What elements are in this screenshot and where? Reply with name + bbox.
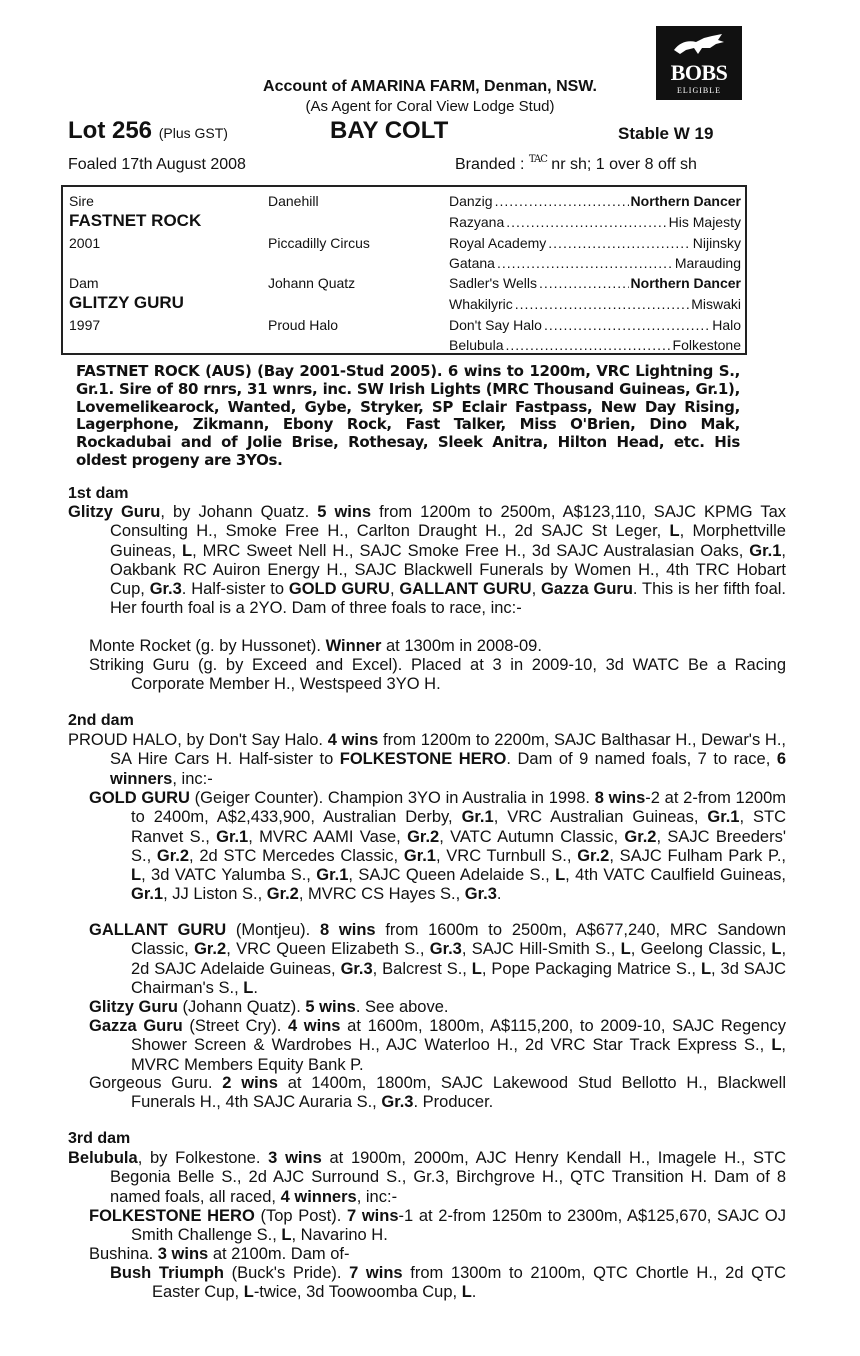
text-run: (Buck's Pride). (223, 1264, 350, 1282)
text-run: , Morphettville Guineas, (110, 522, 786, 560)
text-run: at 1600m, 1800m, A$115,200, to 2009-10, SAJC Regency Shower Screen & Wardrobes H., AJC Waterloo H., 2d VRC Star Track Express S., (131, 1017, 787, 1055)
text-run: -twice, 3d Toowoomba Cup, (253, 1283, 462, 1302)
brand-info (455, 154, 697, 174)
grandparent-row: Whakilyric ..... Miswaki (449, 296, 741, 312)
text-run: , SAJC Breeders' S., (131, 827, 786, 865)
text-run: L (281, 1226, 292, 1245)
text-run: , Geelong Classic, (630, 940, 772, 959)
text-run: L (555, 866, 566, 885)
text-run: L (771, 940, 782, 959)
text-run: , Balcrest S., (372, 959, 472, 978)
text-run: Monte Rocket (g. by Hussonet). (89, 637, 326, 655)
foal-monte-rocket (89, 637, 786, 656)
dam-sire: Johann Quatz (268, 275, 356, 291)
text-run: , VRC Turnbull S., (435, 846, 578, 865)
text-run: Gr.2 (156, 846, 190, 865)
lot-number (68, 117, 228, 145)
text-run: Gr.1 (216, 827, 249, 846)
text-run: Gr.3 (340, 959, 373, 978)
text-run: , 4th VATC Caulfield Guineas, (565, 866, 786, 885)
vendor-agent: (As Agent for Coral View Lodge Stud) (305, 98, 555, 115)
text-run: L (131, 866, 142, 885)
text-run: , MVRC CS Hayes S., (298, 885, 465, 904)
foal-bush-triumph (110, 1264, 786, 1303)
text-run: Bush Triumph (110, 1264, 224, 1282)
text-run: from 1300m to 2100m, QTC Chortle H., 2d QTC Easter Cup, (152, 1264, 786, 1302)
first-dam-record (68, 503, 786, 619)
text-run: Gr.2 (266, 885, 299, 904)
text-run: Gr.3 (464, 885, 497, 904)
grandparent-row: Danzig ..... Northern Dancer (449, 193, 741, 209)
text-run: L (471, 959, 482, 978)
text-run: , VRC Australian Guineas, (493, 808, 708, 827)
text-run: at 1900m, 2000m, AJC Henry Kendall H., Imagele H., STC Begonia Belle S., 2d AJC Surround S., Gr.3, Birchgrove H., QTC Transition H. Dam of 8 named foals, all raced, (110, 1149, 787, 1206)
brand-prefix: Branded : (455, 156, 525, 173)
text-run: at 1300m in 2008-09. (381, 637, 542, 655)
text-run: Gr.1 (131, 885, 164, 904)
text-run: at 1400m, 1800m, SAJC Lakewood Stud Bellotto H., Blackwell Funerals H., 4th SAJC Auraria S., (131, 1074, 787, 1112)
text-run: . (253, 978, 258, 997)
foal-bushina (89, 1245, 786, 1264)
text-run: GOLD GURU (89, 789, 190, 807)
grandparent-row: Don't Say Halo ..... Halo (449, 317, 741, 333)
text-run: , SAJC Queen Adelaide S., (348, 866, 556, 885)
foal-gazza-guru (89, 1017, 786, 1075)
text-run: , VRC Queen Elizabeth S., (226, 940, 430, 959)
text-run: , JJ Liston S., (163, 885, 267, 904)
sire-sire: Danehill (268, 193, 319, 209)
text-run: 4 wins (327, 731, 379, 749)
text-run: . See above. (355, 998, 449, 1016)
text-run: (Johann Quatz). (177, 998, 306, 1016)
text-run: , Navarino H. (291, 1226, 388, 1245)
grandparent-row: Sadler's Wells ..... Northern Dancer (449, 275, 741, 291)
text-run: Gr.3 (149, 580, 182, 599)
dam-label: Dam (69, 275, 99, 291)
text-run: , 2d SAJC Adelaide Guineas, (131, 940, 787, 978)
horse-description: BAY COLT (330, 117, 449, 144)
text-run: at 2100m. Dam of- (208, 1245, 350, 1263)
text-run: Gr.1 (707, 808, 740, 827)
logo-name: BOBS (670, 60, 728, 85)
text-run: 7 wins (349, 1264, 403, 1282)
text-run: , MVRC Members Equity Bank P. (131, 1036, 786, 1074)
text-run: L (243, 1283, 254, 1302)
text-run: 3 wins (157, 1245, 209, 1263)
text-run: , 3d SAJC Chairman's S., (131, 959, 786, 997)
text-run: Gorgeous Guru. (89, 1074, 223, 1092)
text-run: from 1200m to 2200m, SAJC Balthasar H., Dewar's H., SA Hire Cars H. Half-sister to (110, 731, 786, 769)
text-run: 3 wins (268, 1149, 322, 1167)
text-run: L (620, 940, 631, 959)
text-run: . (471, 1283, 477, 1302)
text-run: Gr.1 (461, 808, 494, 827)
text-run: (Montjeu). (226, 921, 320, 939)
foal-glitzy-guru (89, 998, 786, 1017)
grandparent-row: Royal Academy ..... Nijinsky (449, 235, 741, 251)
text-run: 8 wins (319, 921, 376, 939)
stable-number: Stable W 19 (618, 124, 714, 143)
text-run: , SAJC Hill-Smith S., (461, 940, 621, 959)
gst-note: (Plus GST) (158, 125, 228, 141)
text-run: 8 wins (594, 789, 646, 807)
text-run: . This is her fifth foal. Her fourth foal is a 2YO. Dam of three foals to race, inc:- (110, 580, 787, 618)
text-run: 4 winners (280, 1187, 357, 1206)
text-run: Gr.2 (577, 846, 610, 865)
brand-mark: TAC (528, 154, 547, 165)
sire-name: FASTNET ROCK (69, 211, 202, 230)
text-run: , MVRC AAMI Vase, (248, 827, 408, 846)
text-run: , MRC Sweet Nell H., SAJC Smoke Free H., 3d SAJC Australasian Oaks, (192, 541, 750, 560)
foal-gallant-guru (89, 921, 786, 998)
text-run: , by Johann Quatz. (160, 503, 318, 521)
text-run: GALLANT GURU (399, 580, 532, 599)
second-dam-heading: 2nd dam (68, 712, 134, 729)
second-dam-record (68, 731, 786, 789)
foal-folkestone-hero (89, 1207, 786, 1246)
text-run: , by Folkestone. (137, 1149, 269, 1167)
foal-gold-guru (89, 789, 786, 905)
text-run: L (182, 541, 193, 560)
pedigree-table (61, 185, 747, 355)
text-run: Gr.1 (316, 866, 349, 885)
text-run: Gr.2 (624, 827, 657, 846)
text-run: from 1200m to 2500m, A$123,110, SAJC KPMG Tax Consulting H., Smoke Free H., Carlton Draught H., 2d SAJC St Leger, (110, 503, 787, 541)
text-run: , VATC Autumn Classic, (439, 827, 625, 846)
sire-dam: Piccadilly Circus (268, 235, 370, 251)
text-run: 6 winners (110, 750, 786, 788)
text-run: Gr.1 (403, 846, 436, 865)
text-run: L (461, 1283, 472, 1302)
dam-name: GLITZY GURU (69, 293, 184, 312)
text-run: (Street Cry). (182, 1017, 288, 1035)
text-run: , 3d VATC Yalumba S., (141, 866, 317, 885)
text-run: , inc:- (172, 769, 213, 788)
text-run: , Oakbank RC Auiron Energy H., SAJC Blackwell Funerals by Women H., 4th TRC Hobart Cup, (110, 541, 786, 599)
third-dam-heading: 3rd dam (68, 1130, 131, 1147)
text-run: Winner (325, 637, 382, 655)
horse-icon (672, 32, 726, 58)
third-dam-record (68, 1149, 786, 1207)
text-run: , (389, 580, 400, 599)
text-run: , (531, 580, 541, 599)
text-run: FOLKESTONE HERO (89, 1207, 255, 1225)
grandparent-row: Belubula ..... Folkestone (449, 337, 741, 353)
text-run: from 1600m to 2500m, A$677,240, MRC Sandown Classic, (131, 921, 787, 959)
grandparent-row: Gatana ..... Marauding (449, 255, 741, 271)
sire-label: Sire (69, 193, 94, 209)
text-run: (Top Post). (254, 1207, 347, 1225)
vendor-account: Account of AMARINA FARM, Denman, NSW. (263, 78, 597, 95)
text-run: FOLKESTONE HERO (339, 750, 507, 769)
text-run: Striking Guru (g. by Exceed and Excel). Placed at 3 in 2009-10, 3d WATC Be a Racing Corporate Member H., Westspeed 3YO H. (89, 656, 786, 694)
text-run: Gazza Guru (89, 1017, 183, 1035)
text-run: -1 at 2-from 1250m to 2300m, A$125,670, SAJC OJ Smith Challenge S., (131, 1207, 786, 1245)
text-run: Bushina. (89, 1245, 158, 1263)
text-run: Gr.3 (381, 1093, 414, 1112)
text-run: Gr.2 (407, 827, 440, 846)
text-run: Gr.1 (749, 541, 782, 560)
text-run: GOLD GURU (288, 580, 390, 599)
text-run: Glitzy Guru (89, 998, 178, 1016)
text-run: Gazza Guru (540, 580, 633, 599)
sire-year: 2001 (69, 235, 101, 251)
dam-dam: Proud Halo (268, 317, 339, 333)
text-run: , Pope Packaging Matrice S., (481, 959, 701, 978)
grandparent-row: Razyana ..... His Majesty (449, 214, 741, 230)
foal-gorgeous-guru (89, 1074, 786, 1113)
text-run: 7 wins (347, 1207, 399, 1225)
text-run: , inc:- (356, 1187, 398, 1206)
text-run: L (771, 1036, 782, 1055)
text-run: 5 wins (317, 503, 372, 521)
brand-suffix: nr sh; 1 over 8 off sh (551, 156, 697, 173)
text-run: , SAJC Fulham Park P., (609, 846, 787, 865)
text-run: PROUD HALO, by Don't Say Halo. (68, 731, 328, 749)
text-run: L (243, 978, 254, 997)
lot-label: Lot 256 (68, 117, 153, 144)
text-run: . Dam of 9 named foals, 7 to race, (506, 750, 777, 769)
text-run: . (496, 885, 502, 904)
text-run: 4 wins (287, 1017, 341, 1035)
foaled-date: Foaled 17th August 2008 (68, 156, 246, 173)
foal-striking-guru (89, 656, 786, 695)
text-run: -2 at 2-from 1200m to 2400m, A$2,433,900, Australian Derby, (131, 789, 787, 827)
text-run: (Geiger Counter). Champion 3YO in Australia in 1998. (189, 789, 595, 807)
dam-year: 1997 (69, 317, 101, 333)
text-run: 5 wins (305, 998, 356, 1016)
first-dam-heading: 1st dam (68, 485, 129, 502)
text-run: . Producer. (413, 1093, 494, 1112)
sire-summary: FASTNET ROCK (AUS) (Bay 2001-Stud 2005). 6 wins to 1200m, VRC Lightning S., Gr.1. Sire of 80 rnrs, 31 wnrs, inc. SW Irish Lights (MRC Thousand Guineas, Gr.1), Lovemelikearock, Wanted, Gybe, Stryker, SP Eclair Fastpass, New Day Rising, Lagerphone, Zikmann, Ebony Rock, Fast Talker, Miss O'Brien, Dino Mak, Rockadubai and of Jolie Brise, Rothesay, Sleek Anitra, Hilton Head, etc. His oldest progeny are 3YOs. (76, 362, 740, 469)
text-run: Gr.3 (429, 940, 462, 959)
text-run: Glitzy Guru (68, 503, 161, 521)
text-run: L (669, 522, 680, 541)
logo-sub: ELIGIBLE (677, 86, 721, 95)
text-run: 2 wins (222, 1074, 278, 1092)
text-run: . Half-sister to (181, 580, 289, 599)
text-run: , 2d STC Mercedes Classic, (189, 846, 404, 865)
text-run: Gr.2 (194, 940, 227, 959)
text-run: GALLANT GURU (89, 921, 227, 939)
text-run: Belubula (68, 1149, 138, 1167)
text-run: , STC Ranvet S., (131, 808, 787, 846)
text-run: L (700, 959, 712, 978)
